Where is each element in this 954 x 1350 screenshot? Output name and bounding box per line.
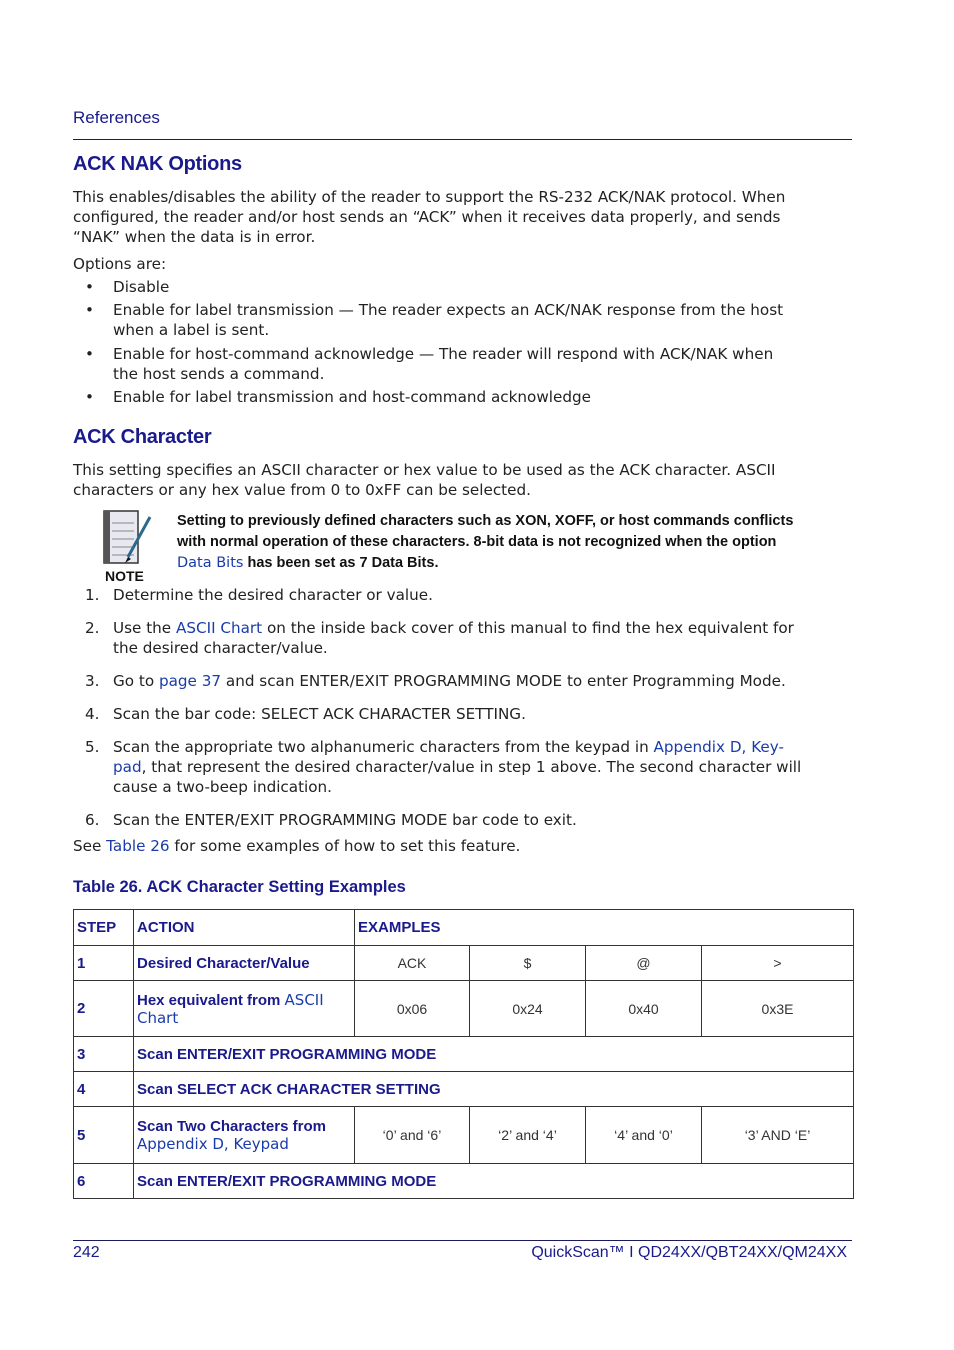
ack-examples-table — [73, 909, 854, 1199]
table-row: 1 Desired Character/Value ACK $ @ > — [74, 946, 854, 981]
th-action: ACTION — [134, 910, 355, 946]
appendix-d-keypad-link[interactable]: Appendix D, Key- — [653, 738, 784, 756]
table-row: 4 Scan SELECT ACK CHARACTER SETTING — [74, 1072, 854, 1107]
ack-nak-heading: ACK NAK Options — [73, 153, 242, 175]
bullet-dot: • — [85, 345, 94, 363]
step-item: 3. Go to page 37 and scan ENTER/EXIT PROGRAMMING MODE to enter Programming Mode. — [85, 672, 786, 690]
th-examples: EXAMPLES — [355, 910, 854, 946]
note-icon-label: NOTE — [105, 568, 144, 584]
step-item: 6. Scan the ENTER/EXIT PROGRAMMING MODE bar code to exit. — [85, 811, 577, 829]
table-row: 6 Scan ENTER/EXIT PROGRAMMING MODE — [74, 1164, 854, 1199]
note-icon — [98, 507, 156, 587]
options-label: Options are: — [73, 255, 167, 273]
table-26-link[interactable]: Table 26 — [106, 837, 170, 855]
data-bits-link[interactable]: Data Bits — [177, 555, 244, 571]
page-37-link[interactable]: page 37 — [158, 672, 222, 690]
ascii-chart-link[interactable]: ASCII Chart — [137, 990, 324, 1027]
table-header-row — [74, 910, 854, 946]
page-number: 242 — [73, 1244, 100, 1261]
note-text: Setting to previously defined characters such as XON, XOFF, or host commands conflicts with normal operation of these characters. 8-bit data is not recognized when the option Data Bits has been set as 7 Data Bits. — [177, 513, 794, 571]
appendix-d-keypad-link[interactable]: pad — [113, 758, 142, 776]
ack-character-intro: This setting specifies an ASCII character or hex value to be used as the ACK character. ASCII characters or any hex value from 0 to 0xFF can be selected. — [73, 461, 776, 499]
step-item: 2. Use the ASCII Chart on the inside back cover of this manual to find the hex equivalent for the desired character/value. — [85, 619, 794, 657]
bullet-item: • Disable — [85, 278, 170, 296]
footer-rule — [73, 1240, 852, 1241]
header-rule — [73, 139, 852, 140]
step-item: 5. Scan the appropriate two alphanumeric characters from the keypad in Appendix D, Key- pad, that represent the desired character/value in step 1 above. The second character will cause a two-beep indication. — [85, 738, 802, 796]
table-row: 5 Scan Two Characters from Appendix D, Keypad ‘0’ and ‘6’ ‘2’ and ‘4’ ‘4’ and ‘0’ ‘3’ AND ‘E’ — [74, 1107, 854, 1164]
bullet-item: • Enable for host-command acknowledge — The reader will respond with ACK/NAK when the host sends a command. — [85, 345, 774, 383]
table-row: 2 Hex equivalent from ASCII Chart 0x06 0x24 0x40 0x3E — [74, 981, 854, 1037]
ack-nak-intro: This enables/disables the ability of the reader to support the RS-232 ACK/NAK protocol. When configured, the reader and/or host sends an “ACK” when it receives data properly, and sends “NAK” when the data is in error. — [73, 188, 786, 246]
product-title: QuickScan™ I QD24XX/QBT24XX/QM24XX — [531, 1244, 847, 1261]
bullet-item: • Enable for label transmission and host-command acknowledge — [85, 388, 591, 406]
running-header: References — [73, 108, 160, 127]
ack-character-heading: ACK Character — [73, 426, 212, 448]
ascii-chart-link[interactable]: ASCII Chart — [175, 619, 263, 637]
step-item: 4. Scan the bar code: SELECT ACK CHARACTER SETTING. — [85, 705, 526, 723]
th-step: STEP — [74, 910, 134, 946]
bullet-dot: • — [85, 301, 94, 319]
bullet-dot: • — [85, 278, 94, 296]
bullet-item: • Enable for label transmission — The reader expects an ACK/NAK response from the host when a label is sent. — [85, 301, 784, 339]
step-item: 1. Determine the desired character or value. — [85, 586, 433, 604]
appendix-d-keypad-link[interactable]: Appendix D, Keypad — [137, 1134, 289, 1153]
table-row: 3 Scan ENTER/EXIT PROGRAMMING MODE — [74, 1037, 854, 1072]
see-table-text: See Table 26 for some examples of how to set this feature. — [73, 837, 521, 855]
table-caption: Table 26. ACK Character Setting Examples — [73, 878, 406, 896]
bullet-dot: • — [85, 388, 94, 406]
